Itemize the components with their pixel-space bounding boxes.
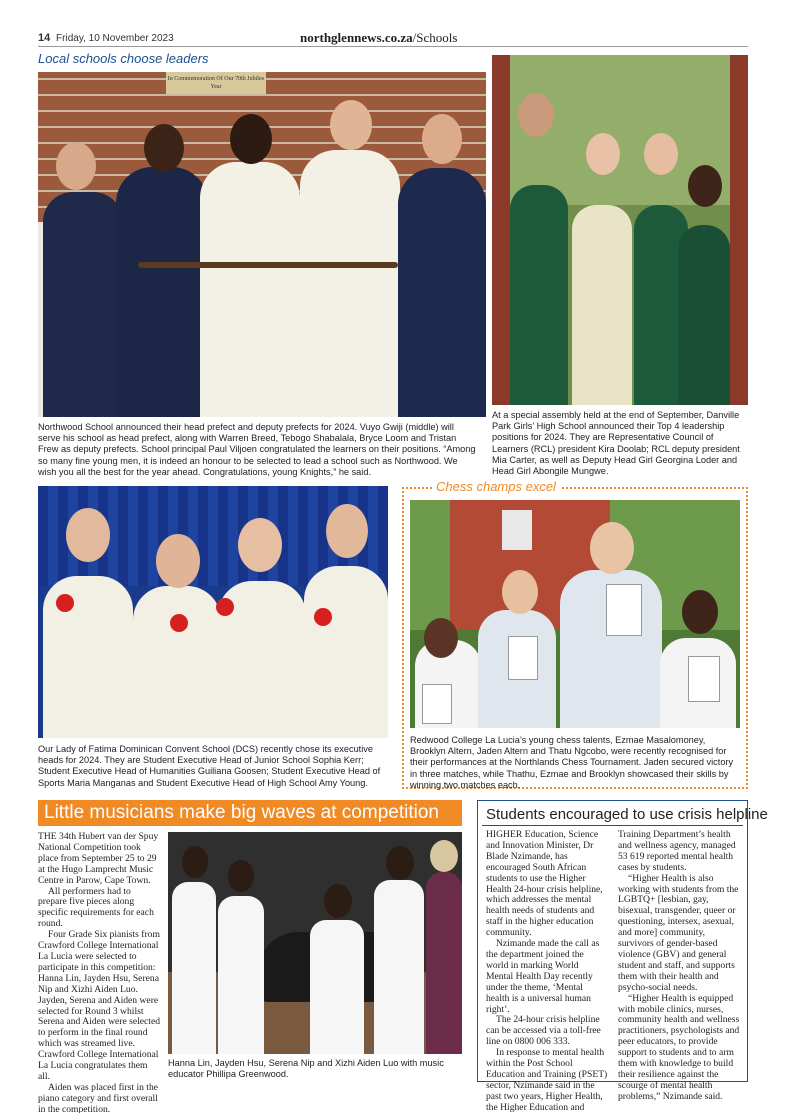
section-name: /Schools [412, 30, 458, 45]
crisis-headline: Students encouraged to use crisis helpline [486, 806, 768, 823]
photo-northwood-prefects [38, 72, 486, 417]
section-label: Local schools choose leaders [38, 51, 209, 66]
crisis-paragraph: HIGHER Education, Science and Innovation Minister, Dr Blade Nzimande, has encouraged South African students to use the Higher Health 24-hour crisis helpline, which addresses the mental health needs of students and staff in the higher education community. [486, 829, 603, 939]
crisis-headline-divider [482, 825, 743, 826]
crisis-paragraph: “Higher Health is equipped with mobile clinics, nurses, community health and wellness practitioners, psychologists and peer educators, to provide support to students and to arm them with knowledge to build their resilience against the scourge of mental health problems,” Nzimande said. [618, 992, 740, 1102]
crisis-paragraph: In response to mental health within the Post School Education and Training (PSET) sector, Nzimande said in the past two years, Higher Health, the Higher Education and [486, 1047, 608, 1113]
chess-title: Chess champs excel [432, 479, 560, 494]
musicians-headline: Little musicians make big waves at competition [38, 800, 462, 826]
crisis-paragraph: “Higher Health is also working with students from the LGBTQ+ [lesbian, gay, bisexual, transgender, queer or questioning, intersex, asexual, and more] community, survivors of gender-based violence (GBV) and general student and staff, and supports them with their health and psycho-social needs. [618, 872, 739, 993]
musicians-paragraph: All performers had to prepare five pieces along specific requirements for each round. [38, 885, 154, 930]
photo-chess-champs [410, 500, 740, 728]
caption-northwood: Northwood School announced their head prefect and deputy prefects for 2024. Vuyo Gwiji (middle) will serve his school as head prefect, along with Warren Breed, Tebogo Shabalala, Bryce Loom and Tristan Frew as deputy prefects. School principal Paul Viljoen congratulated the learners on their positions. “Among so many fine young men, it is indeed an honour to be selected to lead a school such as Northwood. We wish you all the best for the year ahead. Congratulations, young Knights,” he said. [38, 422, 476, 477]
site-name[interactable]: northglennews.co.za [300, 30, 413, 45]
musicians-paragraph: Aiden was placed first in the piano category and first overall in the competition. [38, 1081, 159, 1113]
photo-young-musicians [168, 832, 462, 1054]
crisis-paragraph: The 24-hour crisis helpline can be accessed via a toll-free line on 0800 006 333. [486, 1014, 601, 1048]
crisis-column-1 [486, 830, 608, 1113]
caption-danville: At a special assembly held at the end of September, Danville Park Girls’ High School announced their Top 4 leadership positions for 2024. They are Representative Council of Learners (RCL) president Kira Doolab; RCL deputy president Mia Carter, as well as Deputy Head Girl Georgina Loder and Head Girl Abongile Mungwe. [492, 410, 740, 477]
issue-date: Friday, 10 November 2023 [56, 33, 174, 44]
caption-chess: Redwood College La Lucia’s young chess talents, Ezmae Masalomoney, Brooklyn Altern, Jaden Altern and Thatu Ngcobo, were recently recognised for their performances at the Northlands Chess Tournament. Jaden secured victory in three matches, while Thathu, Ezmae and Brooklyn showcased their skills by winning two matches each. [410, 735, 734, 790]
caption-musicians: Hanna Lin, Jayden Hsu, Serena Nip and Xizhi Aiden Luo with music educator Phillipa Greenwood. [168, 1058, 444, 1080]
musicians-body [38, 832, 160, 1113]
page-header-left [38, 32, 174, 44]
header-divider [38, 46, 748, 47]
caption-dcs: Our Lady of Fatima Dominican Convent School (DCS) recently chose its executive heads for 2024. They are Student Executive Head of Junior School Sophia Kerr; Student Executive Head of Humanities Guiliana Goosen; Student Executive Head of Sports Maria Manganas and Student Executive Head of High School Amy Young. [38, 744, 381, 788]
crisis-paragraph: Nzimande made the call as the department joined the world in marking World Mental Health Day recently under the theme, ‘Mental health is a universal human right’. [486, 938, 600, 1015]
photo-danville-leaders [492, 55, 748, 405]
musicians-paragraph: THE 34th Hubert van der Spuy National Competition took place from September 25 to 29 at the Hugo Lamprecht Music Centre in Parow, Cape Town. [38, 831, 159, 886]
photo-dcs-executive-heads [38, 486, 388, 738]
crisis-column-2 [618, 830, 742, 1103]
jubilee-plaque: In Commemoration Of Our 70th Jubilee Year [166, 72, 266, 94]
musicians-paragraph: Four Grade Six pianists from Crawford College International La Lucia were selected to participate in this competition: Hanna Lin, Jayden Hsu, Serena Nip and Xizhi Aiden Luo. Jayden, Serena and Aiden were selected for Round 3 whilst Serena and Aiden were selected to perform in the final round which was streamed live. Crawford College International La Lucia congratulates them all. [38, 929, 160, 1082]
page-header-center [300, 30, 457, 46]
page-number: 14 [38, 32, 51, 44]
crisis-paragraph: Training Department’s health and wellness agency, managed 53 619 reported mental health cases by students. [618, 829, 736, 873]
